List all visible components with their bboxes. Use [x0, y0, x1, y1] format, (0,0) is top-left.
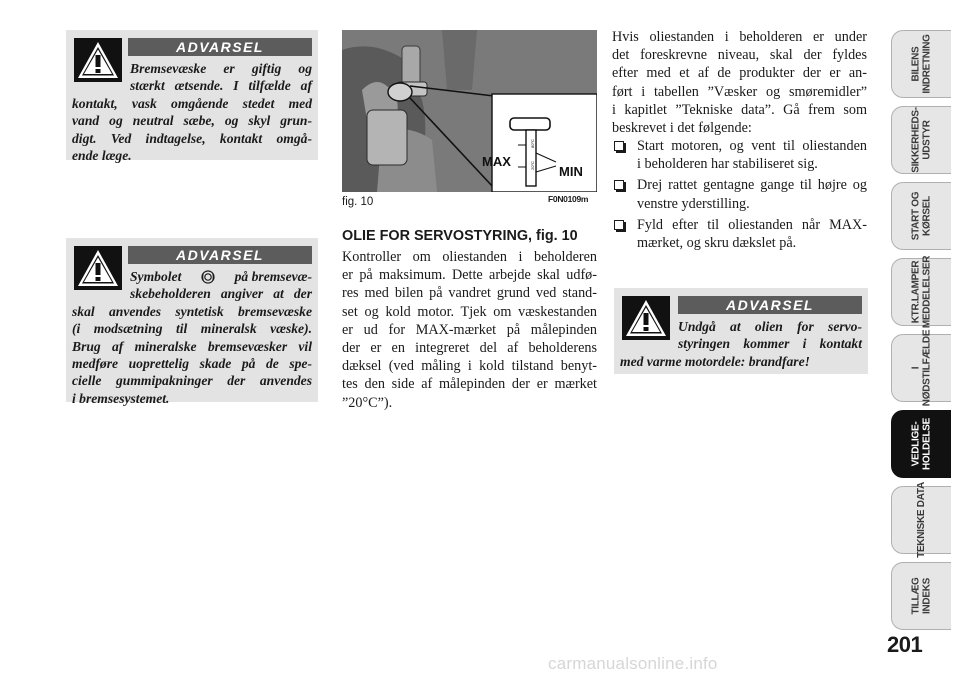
warning-line-part: på bremsevæ- [234, 269, 312, 284]
brake-fluid-symbol-icon [201, 270, 215, 284]
warning-line: Bremsevæske er giftig og [130, 61, 312, 76]
warning-line: Brug af mineralske bremsevæsker vil [72, 338, 312, 354]
intro-line: Hvis oliestanden i beholderen er under [612, 29, 867, 45]
warning-line: i bremsesystemet. [72, 390, 170, 406]
section-paragraph [342, 248, 597, 412]
paragraph-line: tes den side af målepinden der er mærket [342, 376, 597, 393]
dipstick-mark: 20°C [530, 161, 535, 170]
warning-line: styringen kommer i kontakt [678, 336, 862, 352]
tab-bilens-indretning[interactable] [891, 30, 951, 98]
warning-text [72, 60, 312, 164]
tab-tekniske-data[interactable] [891, 482, 951, 558]
refill-steps [612, 137, 867, 252]
refill-intro [612, 28, 867, 137]
warning-line: (i modsætning til mineralsk væske). [72, 321, 312, 337]
step-line: Start motoren, og vent til oliestanden [637, 138, 867, 154]
intro-line: ført i tabellen ”Væsker og smøremidler” [612, 83, 867, 100]
paragraph-line: ”20°C”). [342, 394, 393, 411]
intro-line: i kapitlet ”Tekniske data”. Gå frem som [612, 101, 867, 118]
checkbox-bullet-icon [614, 141, 624, 151]
warning-box-synthetic-brake-fluid [66, 238, 318, 406]
warning-header: ADVARSEL [128, 38, 312, 56]
page-number: 201 [887, 632, 923, 657]
step-line: Drej rattet gentagne gange til højre og [637, 177, 867, 194]
paragraph-line: der er en integreret del af beholderens [342, 340, 597, 357]
tab-tillaeg-indeks[interactable] [891, 562, 951, 630]
tab-label: VEDLIGE- HOLDELSE [910, 417, 932, 471]
intro-line: det foreskrevne niveau, skal der fyldes [612, 47, 867, 64]
section-title: OLIE FOR SERVOSTYRING, fig. 10 [342, 228, 578, 244]
warning-line: vand og neutral sæbe, og skyl grun- [72, 113, 312, 129]
dipstick-mark: 80°C [530, 139, 535, 148]
warning-line: ende læge. [72, 148, 132, 164]
figure-power-steering-reservoir [342, 30, 597, 192]
paragraph-line: set og kold motor. Tjek om væskestanden [342, 303, 597, 320]
tab-label: TILLÆG INDEKS [910, 577, 932, 615]
paragraph-line: er ud for MAX-mærket på målepinden [342, 321, 597, 338]
warning-line: Undgå at olien for servo- [678, 319, 862, 334]
figure-caption: fig. 10 [342, 196, 374, 208]
warning-box-power-steering-oil [614, 288, 868, 374]
figure-code: F0N0109m [548, 194, 589, 204]
warning-line: cielle gummipakninger der anvendes [72, 373, 312, 389]
warning-line: skal anvendes syntetisk bremsevæske [72, 303, 312, 319]
max-label: MAX [482, 154, 511, 169]
paragraph-line: er på maksimum. Dette arbejde skal udfø- [342, 267, 597, 284]
warning-line: stærkt ætsende. I tilfælde af [130, 78, 312, 94]
tab-label: KTR.LAMPER MEDDELELSER [910, 255, 932, 329]
tab-label: TEKNISKE DATA [915, 482, 927, 558]
tab-start-og-korsel[interactable] [891, 182, 951, 250]
warning-line: medføre uoprettelig skade på de spe- [72, 356, 312, 372]
step-item [612, 137, 867, 173]
step-line: mærket, og skru dækslet på. [637, 235, 797, 252]
tab-label: I NØDSTILFÆLDE [910, 329, 932, 407]
intro-line: beskrevet i det følgende: [612, 120, 752, 137]
reservoir-illustration [342, 30, 597, 192]
step-line: Fyld efter til oliestanden når MAX- [637, 216, 867, 233]
warning-line: med varme motordele: brandfare! [620, 353, 810, 369]
step-line: i beholderen har stabiliseret sig. [637, 156, 818, 173]
step-line: venstre yderstilling. [637, 195, 750, 212]
intro-line: efter med et af de produkter der er an- [612, 65, 867, 82]
step-item [612, 176, 867, 212]
warning-line: kontakt, vask omgående stedet med [72, 95, 312, 111]
watermark: carmanualsonline.info [548, 654, 718, 673]
tab-vedligeholdelse[interactable] [891, 410, 951, 478]
warning-line [72, 268, 312, 285]
tab-i-nodstilfaelde[interactable] [891, 329, 951, 407]
warning-header: ADVARSEL [678, 296, 862, 314]
warning-text [620, 318, 862, 370]
checkbox-bullet-icon [614, 220, 624, 230]
checkbox-bullet-icon [614, 180, 624, 190]
min-label: MIN [559, 164, 583, 179]
paragraph-line: dæksel (ved måling i kold tilstand benyt- [342, 358, 597, 375]
tab-label: START OG KØRSEL [910, 191, 932, 241]
step-item [612, 216, 867, 252]
paragraph-line: res med bilen på vandret grund ved stand- [342, 285, 597, 302]
warning-text [72, 268, 312, 407]
tab-label: SIKKERHEDS- UDSTYR [910, 107, 932, 173]
warning-line: skebeholderen angiver at der [130, 286, 312, 302]
paragraph-line: Kontroller om oliestanden i beholderen [342, 249, 597, 265]
tab-sikkerhedsudstyr[interactable] [891, 106, 951, 174]
tab-ktr-lamper-meddelelser[interactable] [891, 255, 951, 329]
warning-header: ADVARSEL [128, 246, 312, 264]
tab-label: BILENS INDRETNING [910, 34, 932, 94]
warning-line: digt. Ved indtagelse, kontakt omgå- [72, 130, 312, 146]
warning-line-part: Symbolet [130, 269, 182, 284]
warning-box-brake-fluid-toxic [66, 30, 318, 164]
